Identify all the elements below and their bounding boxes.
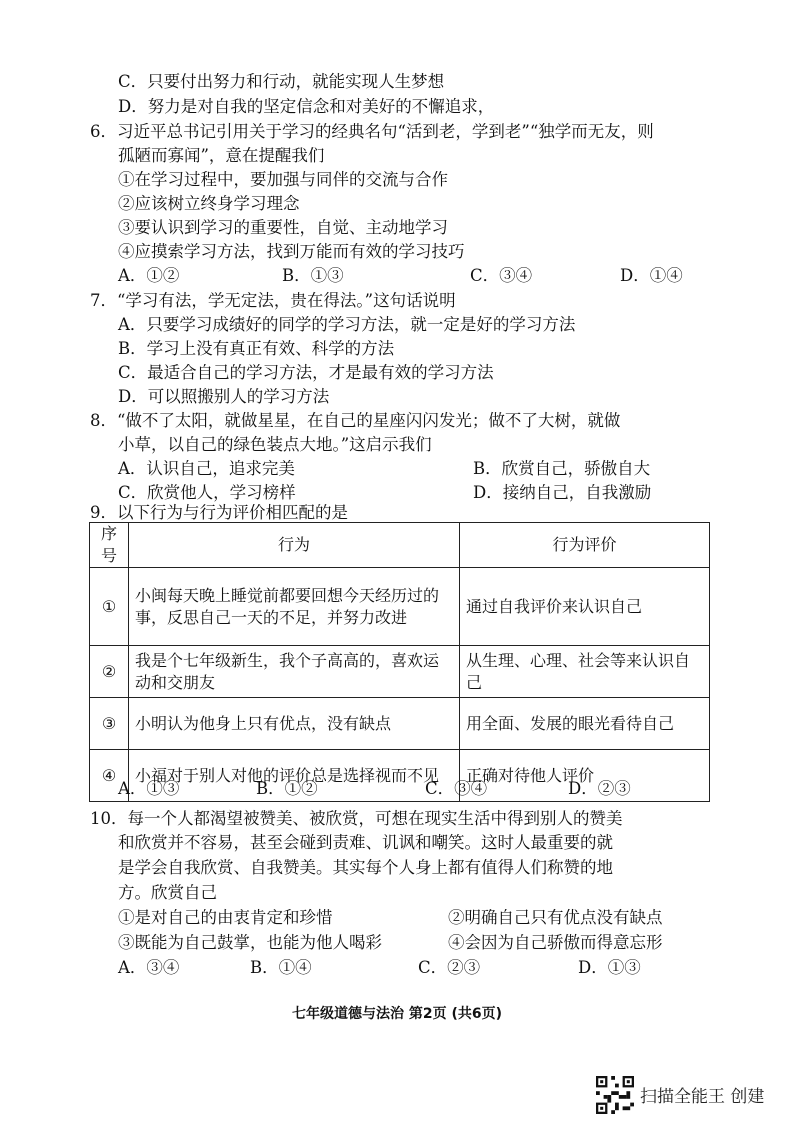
row-number: ② <box>90 646 129 698</box>
qr-code-icon <box>596 1076 634 1114</box>
q7-stem: 7．“学习有法，学无定法，贵在得法。”这句话说明 <box>90 291 456 310</box>
q10-item-3: ③既能为自己鼓掌，也能为他人喝彩 <box>118 933 382 952</box>
table-row <box>90 568 710 646</box>
q10-item-4: ④会因为自己骄傲而得意忘形 <box>448 933 663 952</box>
q8-option-a: A．认识自己，追求完美 <box>118 459 295 478</box>
q8-stem-line1: 8．“做不了太阳，就做星星，在自己的星座闪闪发光；做不了大树，就做 <box>90 411 621 430</box>
row-behavior: 小福对于别人对他的评价总是选择视而不见 <box>129 750 460 802</box>
q5-option-d: D．努力是对自我的坚定信念和对美好的不懈追求， <box>118 97 495 116</box>
q9-option-b: B．①② <box>256 779 318 798</box>
q6-item-3: ③要认识到学习的重要性，自觉、主动地学习 <box>118 218 448 237</box>
q7-option-b: B．学习上没有真正有效、科学的方法 <box>118 339 395 358</box>
table-row <box>90 646 710 698</box>
row-evaluation: 通过自我评价来认识自己 <box>460 568 710 646</box>
q7-option-d: D．可以照搬别人的学习方法 <box>118 387 330 406</box>
q9-option-d: D．②③ <box>568 779 631 798</box>
q6-item-2: ②应该树立终身学习理念 <box>118 194 300 213</box>
q6-item-4: ④应摸索学习方法，找到万能而有效的学习技巧 <box>118 242 465 261</box>
q6-item-1: ①在学习过程中，要加强与同伴的交流与合作 <box>118 170 448 189</box>
row-number: ③ <box>90 698 129 750</box>
q6-option-b: B．①③ <box>282 266 344 285</box>
row-evaluation: 用全面、发展的眼光看待自己 <box>460 698 710 750</box>
q10-item-2: ②明确自己只有优点没有缺点 <box>448 908 663 927</box>
q9-option-c: C．③④ <box>425 779 488 798</box>
q8-option-c: C．欣赏他人，学习榜样 <box>118 483 296 502</box>
q10-option-a: A．③④ <box>118 958 180 977</box>
q10-stem-line2: 和欣赏并不容易，甚至会碰到责难、讥讽和嘲笑。这时人最重要的就 <box>118 833 613 852</box>
q6-option-c: C．③④ <box>470 266 533 285</box>
q7-option-c: C．最适合自己的学习方法，才是最有效的学习方法 <box>118 363 494 382</box>
q10-stem-line1: 10．每一个人都渴望被赞美、被欣赏，可想在现实生活中得到别人的赞美 <box>90 809 623 828</box>
row-evaluation: 正确对待他人评价 <box>460 750 710 802</box>
header-evaluation: 行为评价 <box>460 523 710 568</box>
q6-option-a: A．①② <box>118 266 180 285</box>
row-behavior: 小闽每天晚上睡觉前都要回想今天经历过的事，反思自己一天的不足，并努力改进 <box>129 568 460 646</box>
q9-option-a: A．①③ <box>118 779 180 798</box>
q10-option-d: D．①③ <box>578 958 641 977</box>
table-header-row <box>90 523 710 568</box>
row-number: ④ <box>90 750 129 802</box>
q8-option-d: D．接纳自己，自我激励 <box>473 483 652 502</box>
row-number: ① <box>90 568 129 646</box>
row-behavior: 小明认为他身上只有优点，没有缺点 <box>129 698 460 750</box>
q5-option-c: C．只要付出努力和行动，就能实现人生梦想 <box>118 72 445 91</box>
page-footer: 七年级道德与法治 第2页 (共6页) <box>291 1006 503 1022</box>
row-behavior: 我是个七年级新生，我个子高高的，喜欢运动和交朋友 <box>129 646 460 698</box>
q9-stem: 9．以下行为与行为评价相匹配的是 <box>90 503 348 522</box>
q7-option-a: A．只要学习成绩好的同学的学习方法，就一定是好的学习方法 <box>118 315 576 334</box>
header-behavior: 行为 <box>129 523 460 568</box>
table-row <box>90 698 710 750</box>
q6-stem-line1: 6．习近平总书记引用关于学习的经典名句“活到老，学到老”“独学而无友，则 <box>90 122 654 141</box>
q6-stem-line2: 孤陋而寡闻”，意在提醒我们 <box>118 146 325 165</box>
q10-stem-line4: 方。欣赏自己 <box>118 883 217 902</box>
scanner-watermark: 扫描全能王 创建 <box>640 1087 765 1107</box>
q10-option-c: C．②③ <box>418 958 481 977</box>
q6-option-d: D．①④ <box>620 266 683 285</box>
q10-stem-line3: 是学会自我欣赏、自我赞美。其实每个人身上都有值得人们称赞的地 <box>118 858 613 877</box>
q8-stem-line2: 小草，以自己的绿色装点大地。”这启示我们 <box>118 435 432 454</box>
q10-option-b: B．①④ <box>250 958 312 977</box>
q8-option-b: B．欣赏自己，骄傲自大 <box>473 459 651 478</box>
header-number: 序号 <box>90 523 129 568</box>
q10-item-1: ①是对自己的由衷肯定和珍惜 <box>118 908 333 927</box>
row-evaluation: 从生理、心理、社会等来认识自己 <box>460 646 710 698</box>
q9-evaluation-table <box>89 522 710 802</box>
